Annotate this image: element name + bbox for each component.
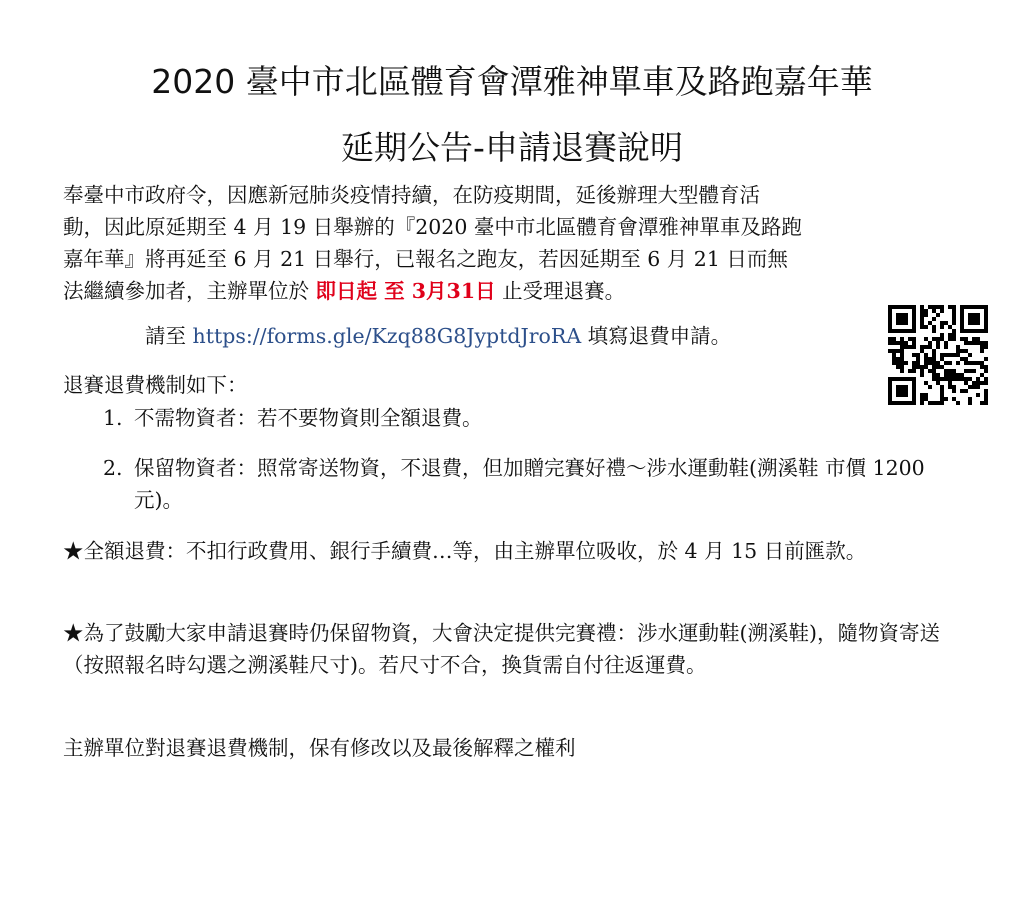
form-prefix: 請至	[145, 324, 193, 348]
intro-line-4	[63, 275, 963, 307]
intro-line-4-suffix: 止受理退賽。	[495, 279, 626, 303]
form-instruction	[145, 320, 731, 352]
document-title: 2020 臺中市北區體育會潭雅神單車及路跑嘉年華	[151, 62, 873, 101]
gift-note: ★為了鼓勵大家申請退賽時仍保留物資，大會決定提供完賽禮：涉水運動鞋(溯溪鞋)，隨物資寄送（按照報名時勾選之溯溪鞋尺寸)。若尺寸不合，換貨需自付往返運費。	[63, 621, 940, 677]
intro-line-1: 奉臺中市政府令，因應新冠肺炎疫情持續，在防疫期間，延後辦理大型體育活	[63, 183, 760, 207]
list-item-number: 2.	[103, 456, 123, 480]
list-item	[103, 402, 963, 434]
document-subtitle: 延期公告-申請退賽說明	[341, 128, 683, 167]
qr-code-icon	[888, 305, 988, 405]
intro-line-3: 嘉年華』將再延至 6 月 21 日舉行，已報名之跑友，若因延期至 6 月 21 日而無	[63, 247, 788, 271]
list-item-text: 保留物資者：照常寄送物資，不退費，但加贈完賽好禮～涉水運動鞋(溯溪鞋 市價 1200 元)。	[134, 456, 925, 512]
intro-line-4-prefix: 法繼續參加者，主辦單位於	[63, 279, 316, 303]
intro-paragraph	[63, 179, 963, 307]
deadline-highlight: 即日起 至 3月31日	[315, 279, 496, 303]
list-item-text: 不需物資者：若不要物資則全額退費。	[134, 406, 483, 430]
form-suffix: 填寫退費申請。	[581, 324, 732, 348]
list-item	[103, 452, 963, 516]
form-link[interactable]: https://forms.gle/Kzq88G8JyptdJroRA	[192, 324, 582, 348]
closing-statement: 主辦單位對退賽退費機制，保有修改以及最後解釋之權利	[63, 736, 576, 760]
refund-note: ★全額退費：不扣行政費用、銀行手續費…等，由主辦單位吸收，於 4 月 15 日前匯款。	[63, 539, 867, 563]
list-item-number: 1.	[103, 406, 123, 430]
intro-line-2: 動，因此原延期至 4 月 19 日舉辦的『2020 臺中市北區體育會潭雅神單車及路跑	[63, 215, 802, 239]
mechanism-heading: 退賽退費機制如下：	[63, 373, 248, 397]
